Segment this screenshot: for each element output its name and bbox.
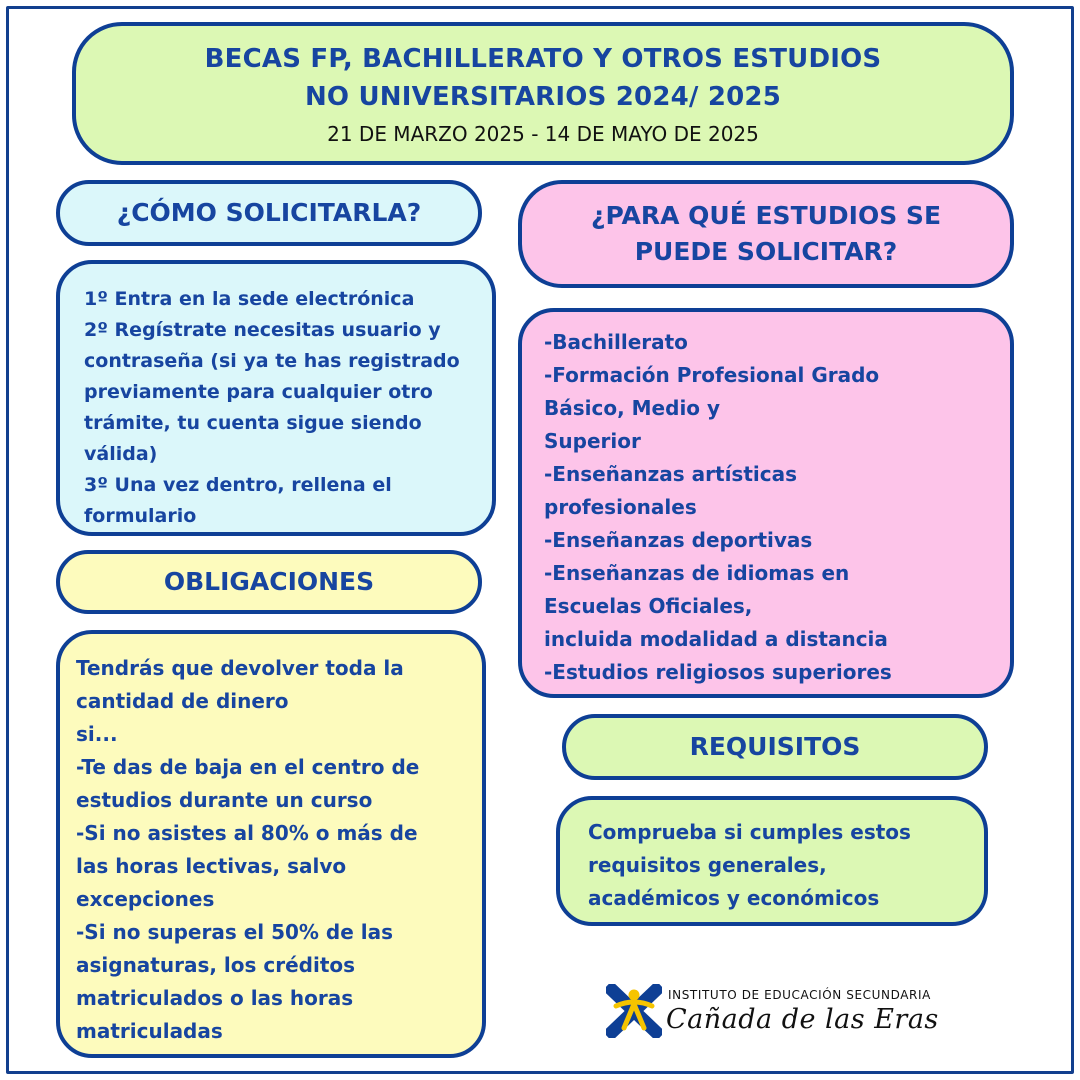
list-line: Básico, Medio y: [544, 396, 721, 420]
list-line: Tendrás que devolver toda la: [76, 656, 404, 680]
list-line: las horas lectivas, salvo: [76, 854, 347, 878]
como-heading-text: ¿CÓMO SOLICITARLA?: [116, 198, 422, 227]
list-line: -Estudios religiosos superiores: [544, 660, 892, 684]
list-line: -Si no asistes al 80% o más de: [76, 821, 418, 845]
estudios-heading: [518, 180, 1014, 288]
list-line: Escuelas Oficiales,: [544, 594, 753, 618]
school-logo: [606, 984, 1006, 1044]
list-line: Comprueba si cumples estos: [588, 820, 911, 844]
list-line: cantidad de dinero: [76, 689, 289, 713]
title-line-1: BECAS FP, BACHILLERATO Y OTROS ESTUDIOS: [204, 44, 882, 74]
institution-type: INSTITUTO DE EDUCACIÓN SECUNDARIA: [668, 988, 931, 1002]
requisitos-heading: [562, 714, 988, 780]
school-logo-icon: [606, 984, 662, 1038]
list-line: 3º Una vez dentro, rellena el: [84, 474, 392, 496]
list-line: excepciones: [76, 887, 215, 911]
list-line: -Enseñanzas deportivas: [544, 528, 813, 552]
obligaciones-heading-text: OBLIGACIONES: [163, 567, 375, 596]
title-line-2: NO UNIVERSITARIOS 2024/ 2025: [304, 82, 782, 112]
como-steps-panel: [56, 260, 496, 536]
list-line: -Enseñanzas artísticas: [544, 462, 797, 486]
requisitos-heading-text: REQUISITOS: [689, 732, 861, 761]
como-steps-list: [84, 284, 484, 532]
list-line: -Formación Profesional Grado: [544, 363, 880, 387]
list-line: si...: [76, 722, 118, 746]
list-line: previamente para cualquier otro: [84, 381, 433, 403]
list-line: válida): [84, 443, 158, 465]
requisitos-panel: [556, 796, 988, 926]
date-range: 21 DE MARZO 2025 - 14 DE MAYO DE 2025: [327, 122, 759, 146]
list-line: -Bachillerato: [544, 330, 688, 354]
list-line: 2º Regístrate necesitas usuario y: [84, 319, 441, 341]
list-line: requisitos generales,: [588, 853, 827, 877]
obligaciones-list: [76, 652, 474, 1048]
obligaciones-panel: [56, 630, 486, 1058]
list-line: -Si no superas el 50% de las: [76, 920, 394, 944]
list-line: matriculados o las horas: [76, 986, 354, 1010]
school-name: Cañada de las Eras: [666, 1004, 939, 1035]
estudios-list: [544, 326, 1002, 689]
list-line: -Te das de baja en el centro de: [76, 755, 420, 779]
list-line: estudios durante un curso: [76, 788, 373, 812]
list-line: profesionales: [544, 495, 697, 519]
estudios-panel: [518, 308, 1014, 698]
list-line: 1º Entra en la sede electrónica: [84, 288, 415, 310]
requisitos-list: [588, 816, 976, 915]
obligaciones-heading: [56, 550, 482, 614]
list-line: trámite, tu cuenta sigue siendo: [84, 412, 422, 434]
list-line: asignaturas, los créditos: [76, 953, 356, 977]
list-line: contraseña (si ya te has registrado: [84, 350, 460, 372]
list-line: incluida modalidad a distancia: [544, 627, 888, 651]
list-line: académicos y económicos: [588, 886, 880, 910]
list-line: Superior: [544, 429, 641, 453]
list-line: -Enseñanzas de idiomas en: [544, 561, 850, 585]
estudios-heading-line-1: ¿PARA QUÉ ESTUDIOS SE: [590, 201, 942, 230]
header-banner: [72, 22, 1014, 165]
list-line: formulario: [84, 505, 197, 527]
estudios-heading-line-2: PUEDE SOLICITAR?: [634, 237, 898, 266]
list-line: matriculadas: [76, 1019, 223, 1043]
como-heading: [56, 180, 482, 246]
